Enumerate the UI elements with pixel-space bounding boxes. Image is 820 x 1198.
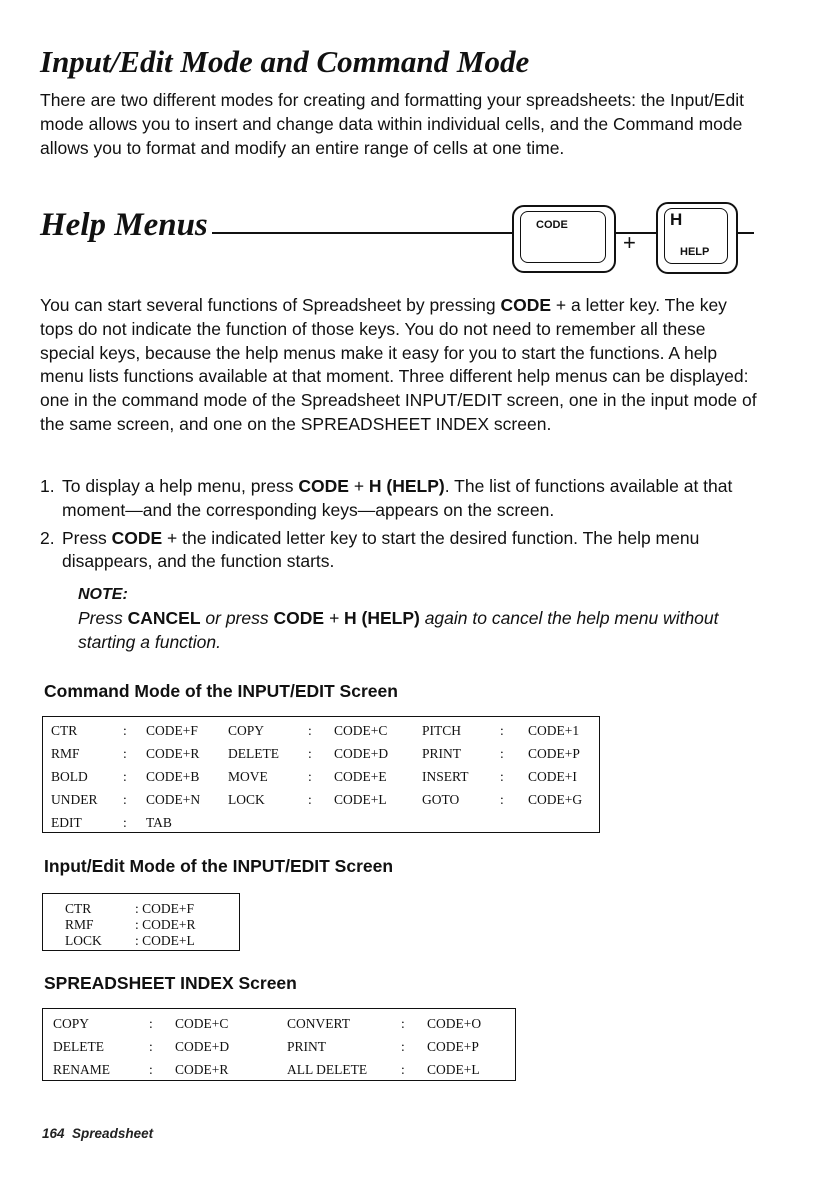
table-row [51, 742, 598, 765]
table-cell: : [500, 745, 504, 761]
table-cell [528, 811, 598, 834]
table-cell: : [123, 791, 127, 807]
table-cell [308, 811, 334, 834]
table-cell: CODE+L [334, 791, 387, 807]
table-cell: : [123, 814, 127, 830]
note-heading: NOTE: [78, 586, 128, 603]
help-steps-list [40, 475, 760, 574]
table-cell: PRINT [422, 745, 462, 761]
table-cell: CODE+I [528, 768, 577, 784]
table-cell: CODE+R [175, 1061, 229, 1077]
table-cell: ALL DELETE [287, 1061, 368, 1077]
help-menus-intro: You can start several functions of Spreadsheet by pressing CODE + a letter key. The key tops do not indicate the function of those keys. You do not need to remember all these special keys, because the help menus make it easy for you to start the functions. A help menu lists functions available at that moment. Three different help menus can be displayed: one in the command mode of the Spreadsheet INPUT/EDIT screen, one in the input mode of the same screen, and one on the SPREADSHEET INDEX screen. [40, 295, 757, 434]
table-row [53, 1058, 507, 1081]
table-cell: RENAME [53, 1061, 110, 1077]
table-cell [334, 811, 422, 834]
table-cell: COPY [53, 1015, 90, 1031]
table-cell: CODE+D [175, 1038, 230, 1054]
table-row [53, 1012, 507, 1035]
table-cell: INSERT [422, 768, 469, 784]
table-cell: : [149, 1015, 153, 1031]
code-key-icon [512, 205, 616, 273]
table-cell [228, 811, 308, 834]
table-cell: CONVERT [287, 1015, 350, 1031]
table-cell [500, 811, 528, 834]
input-mode-heading: Input/Edit Mode of the INPUT/EDIT Screen [44, 856, 394, 876]
table-cell: : [308, 722, 312, 738]
table-cell: CODE+G [528, 791, 583, 807]
table-cell: CODE+C [175, 1015, 229, 1031]
table-cell: CODE+B [146, 768, 200, 784]
table-cell: : [123, 745, 127, 761]
table-cell: CODE+R [146, 745, 200, 761]
table-cell: : [500, 768, 504, 784]
list-item: 1. To display a help menu, press CODE + H (HELP). The list of functions available at that moment—and the corresponding keys—appears on the screen. [40, 476, 733, 520]
command-mode-heading: Command Mode of the INPUT/EDIT Screen [44, 681, 398, 701]
footer-title: Spreadsheet [72, 1126, 154, 1141]
table-cell: UNDER [51, 791, 98, 807]
table-row [51, 811, 598, 834]
table-cell: : [308, 791, 312, 807]
table-row [65, 901, 235, 917]
table-cell: CODE+P [427, 1038, 479, 1054]
table-cell: : [308, 768, 312, 784]
table-cell: CODE+1 [528, 722, 580, 738]
table-row [51, 719, 598, 742]
table-cell: : [149, 1038, 153, 1054]
table-cell: EDIT [51, 814, 82, 830]
table-cell: : [123, 722, 127, 738]
table-row [65, 917, 235, 933]
table-row [51, 788, 598, 811]
command-mode-table [42, 716, 600, 833]
table-cell: : CODE+F [135, 901, 194, 916]
section-title-modes: Input/Edit Mode and Command Mode [40, 44, 530, 79]
table-cell: PRINT [287, 1038, 327, 1054]
heading-rule [212, 232, 512, 234]
table-cell: CODE+C [334, 722, 388, 738]
table-row [53, 1035, 507, 1058]
table-cell: : [123, 768, 127, 784]
table-cell: CTR [51, 722, 78, 738]
table-cell: : [401, 1038, 405, 1054]
table-cell: CODE+F [146, 722, 198, 738]
table-cell: PITCH [422, 722, 462, 738]
table-cell: : [401, 1061, 405, 1077]
h-key-label: H [670, 210, 683, 229]
help-key-label: HELP [680, 246, 710, 258]
table-cell: : [308, 745, 312, 761]
table-cell: CODE+P [528, 745, 580, 761]
table-cell: CODE+L [427, 1061, 480, 1077]
table-cell: LOCK [65, 933, 102, 948]
index-screen-heading: SPREADSHEET INDEX Screen [44, 973, 297, 993]
table-cell: : CODE+R [135, 917, 196, 932]
table-cell: CODE+N [146, 791, 201, 807]
code-key-label: CODE [536, 219, 568, 231]
table-row [65, 933, 235, 949]
note-text: Press CANCEL or press CODE + H (HELP) again to cancel the help menu without starting a function. [78, 608, 719, 652]
table-cell: CODE+E [334, 768, 387, 784]
table-cell: COPY [228, 722, 265, 738]
modes-paragraph: There are two different modes for creating and formatting your spreadsheets: the Input/Edit mode allows you to insert and change data within individual cells, and the Command mode allows you to format and modify an entire range of cells at one time. [40, 90, 744, 158]
table-row [51, 765, 598, 788]
table-cell: : [500, 791, 504, 807]
index-screen-table [42, 1008, 516, 1081]
table-cell: LOCK [228, 791, 265, 807]
plus-sign: + [623, 230, 636, 255]
input-mode-table [42, 893, 240, 951]
table-cell: DELETE [228, 745, 279, 761]
table-cell: : [149, 1061, 153, 1077]
table-cell: GOTO [422, 791, 460, 807]
table-cell: RMF [51, 745, 80, 761]
table-cell: : [401, 1015, 405, 1031]
table-cell: DELETE [53, 1038, 104, 1054]
list-item: 2. Press CODE + the indicated letter key to start the desired function. The help menu disappears, and the function starts. [40, 527, 700, 572]
table-cell: CODE+O [427, 1015, 482, 1031]
table-cell: MOVE [228, 768, 268, 784]
page-footer [42, 1126, 153, 1141]
table-cell: BOLD [51, 768, 88, 784]
heading-rule-end [738, 232, 754, 234]
table-cell: : [500, 722, 504, 738]
table-cell: RMF [65, 917, 94, 932]
table-cell: CTR [65, 901, 92, 916]
table-cell: : CODE+L [135, 933, 195, 948]
page-number: 164 [42, 1126, 65, 1141]
table-cell [422, 811, 500, 834]
table-cell: TAB [146, 814, 172, 830]
table-cell: CODE+D [334, 745, 389, 761]
h-help-key-icon [656, 202, 738, 274]
section-title-help-menus: Help Menus [40, 207, 208, 243]
